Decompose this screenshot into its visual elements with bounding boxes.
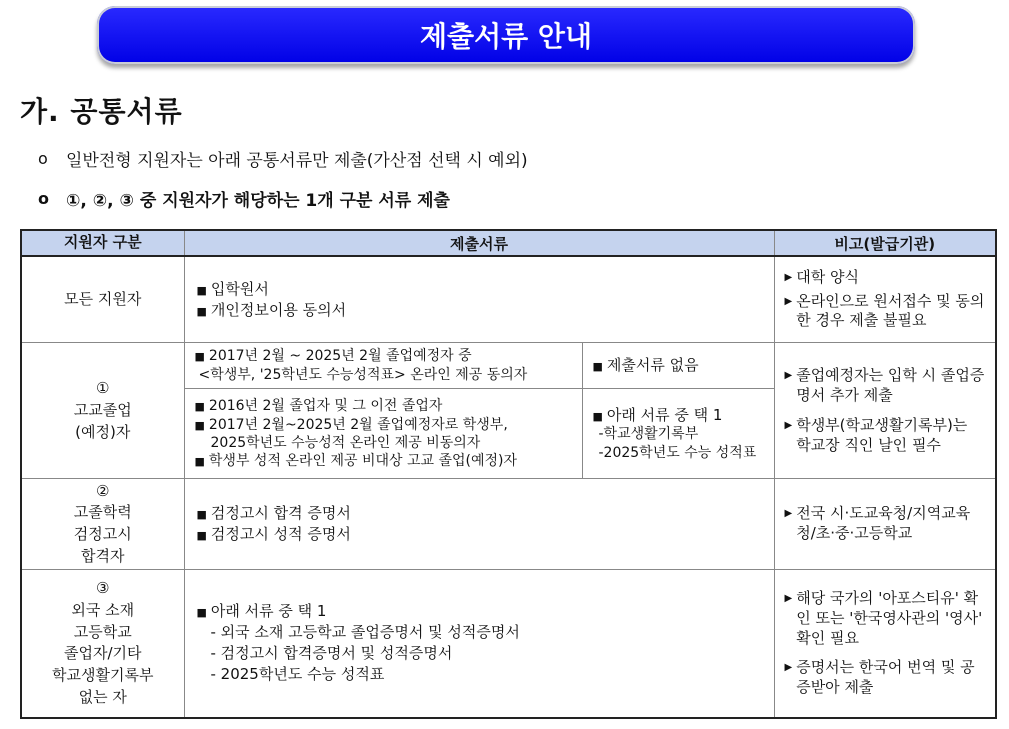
bullet-text-2: ①, ②, ③ 중 지원자가 해당하는 1개 구분 서류 제출: [66, 191, 450, 211]
docs-2: ■ 검정고시 합격 증명서 ■ 검정고시 성적 증명서: [184, 479, 774, 569]
circle-bullet-icon: o: [38, 189, 49, 208]
result-1b: ■ 아래 서류 중 택 1 -학교생활기록부 -2025학년도 수능 성적표: [582, 389, 774, 479]
header-documents: 제출서류: [184, 230, 774, 256]
category-2: ② 고졸학력 검정고시 합격자: [21, 479, 184, 569]
table-row: [21, 256, 996, 342]
square-bullet-icon: ■: [592, 359, 603, 373]
square-bullet-icon: ■: [196, 283, 207, 297]
square-bullet-icon: ■: [194, 350, 205, 364]
triangle-bullet-icon: ▶: [784, 419, 793, 431]
notes-2: ▶ 전국 시·도교육청/지역교육청/초·중·고등학교: [774, 479, 996, 569]
table-row: [21, 342, 996, 388]
docs-all: ■ 입학원서 ■ 개인정보이용 동의서: [184, 256, 774, 342]
triangle-bullet-icon: ▶: [784, 662, 793, 674]
triangle-bullet-icon: ▶: [784, 508, 793, 520]
square-bullet-icon: ■: [196, 606, 207, 620]
category-all: 모든 지원자: [21, 256, 184, 342]
header-category: 지원자 구분: [21, 230, 184, 256]
notes-all: ▶ 대학 양식 ▶ 온라인으로 원서접수 및 동의한 경우 제출 불필요: [774, 256, 996, 342]
header-notes: 비고(발급기관): [774, 230, 996, 256]
square-bullet-icon: ■: [592, 409, 603, 423]
square-bullet-icon: ■: [194, 400, 205, 414]
triangle-bullet-icon: ▶: [784, 592, 793, 604]
notes-3: ▶ 해당 국가의 '아포스티유' 확인 또는 '한국영사관의 '영사' 확인 필요 ▶ 증명서는 한국어 번역 및 공증받아 제출: [774, 569, 996, 718]
triangle-bullet-icon: ▶: [784, 295, 793, 307]
bullet-text-1: 일반전형 지원자는 아래 공통서류만 제출(가산점 선택 시 예외): [66, 151, 528, 171]
table-row: [21, 569, 996, 718]
square-bullet-icon: ■: [196, 508, 207, 522]
triangle-bullet-icon: ▶: [784, 370, 793, 382]
page-banner: [97, 6, 915, 64]
bullet-line-1: [38, 146, 528, 171]
table-header-row: [21, 230, 996, 256]
category-3: ③ 외국 소재 고등학교 졸업자/기타 학교생활기록부 없는 자: [21, 569, 184, 718]
table-row: [21, 479, 996, 569]
documents-table: [20, 229, 997, 719]
circle-bullet-icon: o: [38, 149, 48, 168]
docs-3: ■ 아래 서류 중 택 1 - 외국 소재 고등학교 졸업증명서 및 성적증명서 - 검정고시 합격증명서 및 성적증명서 - 2025학년도 수능 성적표: [184, 569, 774, 718]
section-title: 가. 공통서류: [20, 95, 183, 128]
docs-1a: ■ 2017년 2월 ~ 2025년 2월 졸업예정자 중 <학생부, '25학년도 수능성적표> 온라인 제공 동의자: [184, 342, 582, 388]
triangle-bullet-icon: ▶: [784, 271, 793, 283]
square-bullet-icon: ■: [194, 454, 205, 468]
banner-title: 제출서류 안내: [419, 20, 593, 53]
square-bullet-icon: ■: [196, 304, 207, 318]
result-1a: ■ 제출서류 없음: [582, 342, 774, 388]
bullet-line-2: [38, 186, 450, 211]
square-bullet-icon: ■: [194, 418, 205, 432]
notes-1: ▶ 졸업예정자는 입학 시 졸업증명서 추가 제출 ▶ 학생부(학교생활기록부)는 학교장 직인 날인 필수: [774, 342, 996, 479]
square-bullet-icon: ■: [196, 529, 207, 543]
category-1: ① 고교졸업 (예정)자: [21, 342, 184, 479]
docs-1b: ■ 2016년 2월 졸업자 및 그 이전 졸업자 ■ 2017년 2월~2025년 2월 졸업예정자로 학생부, 2025학년도 수능성적 온라인 제공 비동의자 ■ 학생부 성적 온라인 제공 비대상 고교 졸업(예정)자: [184, 389, 582, 479]
